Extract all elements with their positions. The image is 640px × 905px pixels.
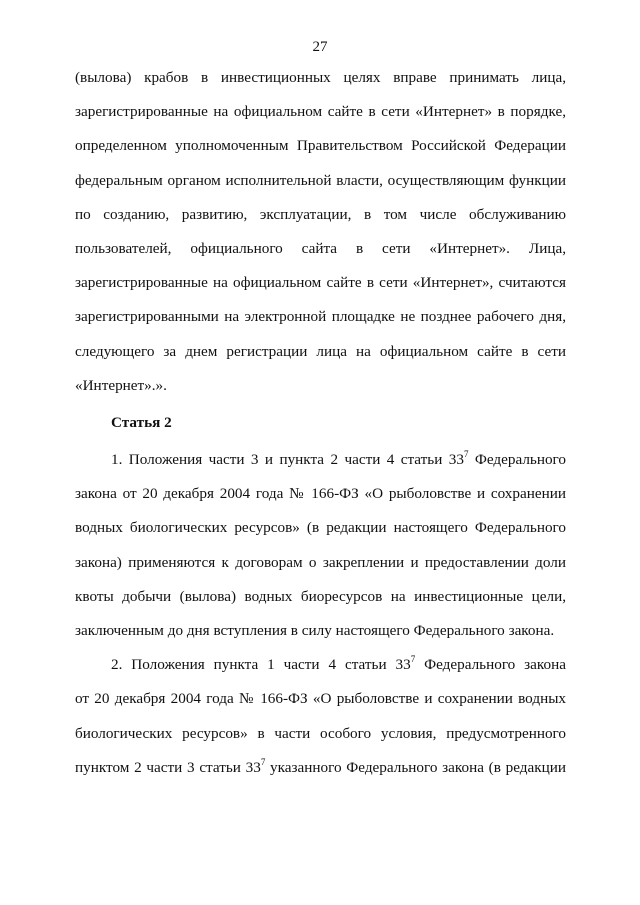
article-2-paragraph-1: [75, 443, 566, 648]
intro-paragraph: [75, 61, 566, 403]
text-run: Федерального закона: [415, 656, 566, 674]
text-run: 1. Положения части 3 и пункта 2 части 4 статьи 33: [111, 451, 464, 469]
text-line: пользователей, официального сайта в сети «Интернет». Лица,: [75, 240, 566, 258]
text-run: Федерального: [468, 451, 566, 469]
text-line: [75, 751, 566, 785]
article-heading: Статья 2: [111, 414, 172, 432]
text-line: (вылова) крабов в инвестиционных целях вправе принимать лица,: [75, 69, 566, 86]
text-line: квоты добычи (вылова) водных биоресурсов на инвестиционные цели,: [75, 587, 566, 605]
superscript: 7: [260, 756, 266, 767]
text-line: следующего за днем регистрации лица на официальном сайте в сети: [75, 342, 566, 360]
text-line: определенном уполномоченным Правительством Российской Федерации: [75, 137, 566, 155]
text-line: по созданию, развитию, эксплуатации, в том числе обслуживанию: [75, 205, 566, 223]
text-line: зарегистрированные на официальном сайте в сети «Интернет», считаются: [75, 274, 566, 292]
text-line: федеральным органом исполнительной власти, осуществляющим функции: [75, 171, 566, 189]
text-line: зарегистрированными на электронной площадке не позднее рабочего дня,: [75, 308, 566, 326]
article-2-paragraph-2: [75, 648, 566, 785]
text-run: указанного Федерального закона (в редакции: [265, 758, 566, 776]
text-line: от 20 декабря 2004 года № 166-ФЗ «О рыболовстве и сохранении водных: [75, 690, 566, 708]
page-number: 27: [312, 39, 328, 55]
text-run: пунктом 2 части 3 статьи 33: [75, 758, 261, 776]
text-line: закона) применяются к договорам о закреплении и предоставлении доли: [75, 553, 566, 571]
superscript: 7: [463, 448, 469, 459]
text-line: [75, 443, 566, 477]
text-line: «Интернет».».: [75, 376, 167, 394]
text-line: закона от 20 декабря 2004 года № 166-ФЗ «О рыболовстве и сохранении: [75, 485, 566, 503]
text-line: биологических ресурсов» в части особого условия, предусмотренного: [75, 724, 566, 742]
text-line: зарегистрированные на официальном сайте в сети «Интернет» в порядке,: [75, 103, 566, 121]
text-line: [75, 648, 566, 682]
document-body: [75, 61, 566, 785]
text-run: 2. Положения пункта 1 части 4 статьи 33: [111, 656, 411, 674]
text-line: заключенным до дня вступления в силу настоящего Федерального закона.: [75, 622, 555, 640]
superscript: 7: [410, 654, 416, 665]
text-line: водных биологических ресурсов» (в редакции настоящего Федерального: [75, 519, 566, 537]
